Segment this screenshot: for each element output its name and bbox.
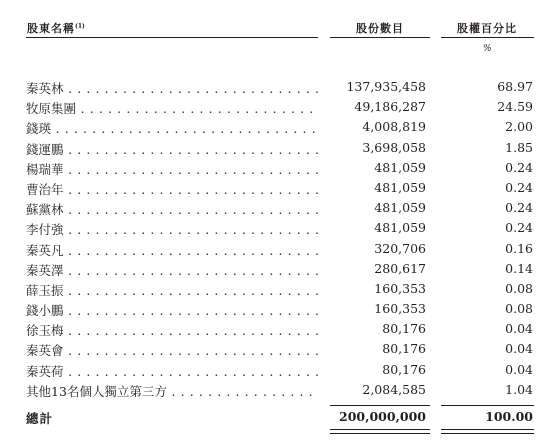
total-row [0, 409, 550, 429]
number-of-shares: 49,186,287 [354, 99, 426, 115]
shareholding-pct: 0.24 [505, 220, 533, 236]
number-of-shares: 160,353 [374, 301, 426, 317]
shareholder-name: 錢小鵬 . . . [26, 301, 318, 319]
shareholder-name: 錢運鵬 . . . [26, 140, 318, 158]
table-row [0, 199, 550, 219]
table-row [0, 260, 550, 280]
table-row [0, 159, 550, 179]
number-of-shares: 481,059 [374, 179, 426, 195]
number-of-shares: 80,176 [382, 341, 426, 357]
total-label: 總計 [26, 411, 54, 426]
table-row [0, 361, 550, 381]
number-of-shares: 481,059 [374, 220, 426, 236]
table-row [0, 139, 550, 159]
total-rule-shares [330, 405, 430, 406]
table-row [0, 78, 550, 98]
shareholding-pct: 24.59 [497, 99, 533, 115]
header-shareholding-percentage: 股權百分比 [457, 22, 517, 35]
shareholding-pct: 0.16 [505, 240, 533, 256]
shareholder-name: 蘇黨林 . . . [26, 200, 318, 218]
shareholding-pct: 0.04 [505, 321, 533, 337]
shareholding-pct: 68.97 [497, 79, 533, 94]
header-rule-pct [441, 37, 534, 38]
table-row [0, 219, 550, 239]
number-of-shares: 320,706 [374, 240, 426, 256]
shareholder-name: 其他13名個人獨立第三方 . . . [26, 382, 318, 400]
shareholding-pct: 0.24 [505, 159, 533, 175]
shareholder-name: 錢瑛 . . . [26, 119, 318, 137]
table-row [0, 240, 550, 260]
total-shares: 200,000,000 [339, 409, 426, 424]
header-number-of-shares: 股份數目 [356, 22, 404, 35]
shareholding-pct: 2.00 [505, 119, 533, 135]
shareholding-pct: 0.24 [505, 179, 533, 195]
percent-unit: % [483, 44, 492, 54]
shareholder-name: 曹治年 . . . [26, 180, 318, 198]
table-row [0, 118, 550, 138]
table-row [0, 340, 550, 360]
table-row [0, 98, 550, 118]
shareholder-name: 楊瑞華 . . . [26, 160, 318, 178]
shareholder-name: 秦英凡 . . . [26, 241, 318, 259]
number-of-shares: 80,176 [382, 361, 426, 377]
shareholding-pct: 1.85 [505, 139, 533, 155]
shareholder-name: 薛玉振 . . . [26, 281, 318, 299]
number-of-shares: 481,059 [374, 200, 426, 216]
table-row [0, 381, 550, 401]
header-rule-name [26, 37, 318, 38]
total-rule-pct [441, 405, 534, 406]
shareholding-pct: 0.04 [505, 341, 533, 357]
double-rule-shares [330, 429, 430, 434]
header-note: (1) [75, 23, 85, 30]
number-of-shares: 3,698,058 [362, 139, 426, 155]
shareholding-pct: 0.24 [505, 200, 533, 216]
number-of-shares: 4,008,819 [362, 119, 426, 135]
number-of-shares: 2,084,585 [362, 381, 426, 397]
table-body [0, 78, 550, 401]
shareholder-name: 李付強 . . . [26, 220, 318, 238]
shareholder-name: 秦英林 . . . [26, 79, 318, 97]
table-row [0, 320, 550, 340]
table-row [0, 300, 550, 320]
shareholding-pct: 0.14 [505, 260, 533, 276]
number-of-shares: 481,059 [374, 159, 426, 175]
shareholding-pct: 0.08 [505, 301, 533, 317]
number-of-shares: 280,617 [374, 260, 426, 276]
shareholder-name: 秦英會 . . . [26, 341, 318, 359]
number-of-shares: 160,353 [374, 280, 426, 296]
total-pct: 100.00 [485, 409, 533, 424]
shareholding-pct: 0.08 [505, 280, 533, 296]
number-of-shares: 80,176 [382, 321, 426, 337]
shareholder-name: 牧原集團 . . . [26, 99, 318, 117]
number-of-shares: 137,935,458 [346, 79, 426, 94]
table-row [0, 280, 550, 300]
shareholder-name: 徐玉梅 . . . [26, 321, 318, 339]
shareholder-name: 秦英荷 . . . [26, 362, 318, 380]
shareholder-name: 秦英澤 . . . [26, 261, 318, 279]
header-rule-shares [330, 37, 430, 38]
shareholding-pct: 1.04 [505, 381, 533, 397]
shareholding-pct: 0.04 [505, 361, 533, 377]
header-shareholder-name: 股東名稱$^{(1)}$ [27, 22, 85, 35]
table-row [0, 179, 550, 199]
double-rule-pct [441, 429, 534, 434]
